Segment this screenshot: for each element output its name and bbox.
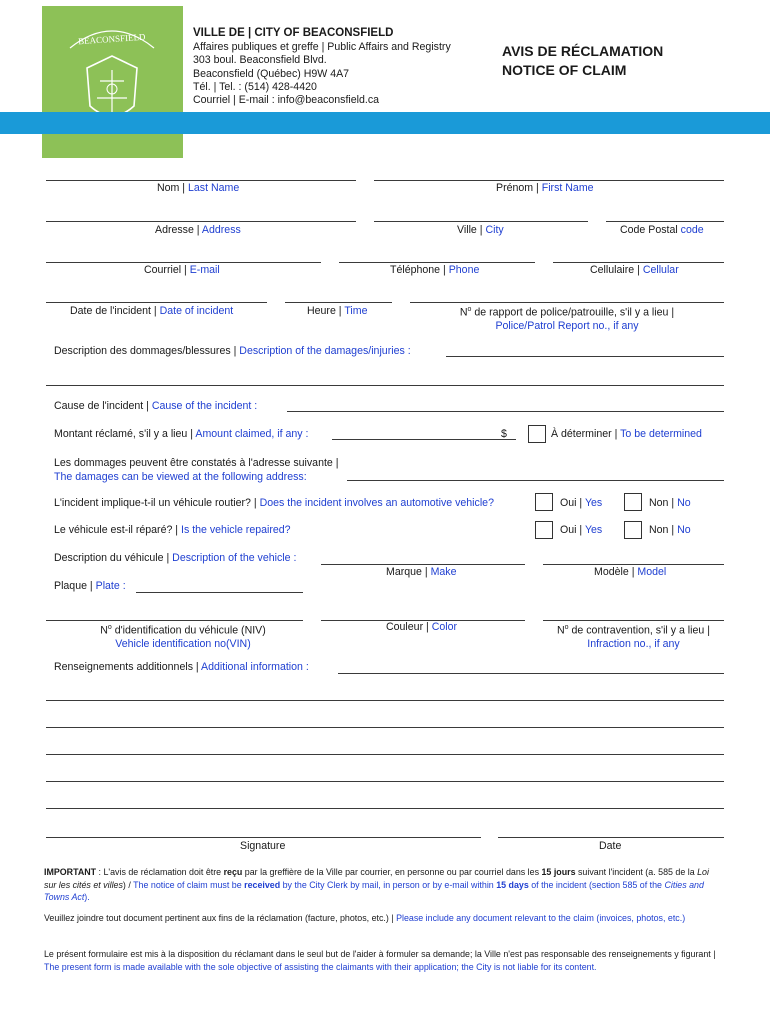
damages-description-label: Description des dommages/blessures | Description of the damages/injuries : [54, 345, 411, 357]
form-title-en: NOTICE OF CLAIM [502, 62, 627, 78]
header-line-4: Tél. | Tel. : (514) 428-4420 [193, 80, 317, 93]
form-title-fr: AVIS DE RÉCLAMATION [502, 43, 664, 59]
cellular-label: Cellulaire | Cellular [590, 264, 679, 276]
last-name-field[interactable] [46, 180, 356, 181]
plate-label: Plaque | Plate : [54, 580, 126, 592]
amount-field[interactable] [332, 439, 516, 440]
additional-info-line-3[interactable] [46, 727, 724, 728]
postal-code-field[interactable] [606, 221, 724, 222]
plate-field[interactable] [136, 592, 303, 593]
additional-info-line-4[interactable] [46, 754, 724, 755]
logo-text: BEACONSFIELD [77, 31, 146, 47]
vehicle-involved-yes-checkbox[interactable] [535, 493, 553, 511]
vehicle-model-field[interactable] [543, 564, 724, 565]
cellular-field[interactable] [553, 262, 724, 263]
address-field[interactable] [46, 221, 356, 222]
incident-date-label: Date de l'incident | Date of incident [70, 305, 234, 317]
first-name-label: Prénom | First Name [496, 182, 594, 194]
city-label: Ville | City [457, 224, 504, 236]
postal-code-label: Code Postal code [620, 224, 704, 236]
first-name-field[interactable] [374, 180, 724, 181]
vehicle-repaired-yes-label: Oui | Yes [560, 524, 603, 536]
vehicle-involved-yes-label: Oui | Yes [560, 497, 603, 509]
to-be-determined-checkbox[interactable] [528, 425, 546, 443]
org-name: VILLE DE | CITY OF BEACONSFIELD [193, 27, 394, 39]
additional-info-label: Renseignements additionnels | Additional information : [54, 661, 309, 673]
incident-time-field[interactable] [285, 302, 392, 303]
vehicle-description-label: Description du véhicule | Description of the vehicle : [54, 552, 297, 564]
infraction-label: $N^o$ de contravention, s'il y a lieu | Infraction no., if any [557, 624, 710, 650]
important-note: IMPORTANT : L'avis de réclamation doit être reçu par la greffière de la Ville par courrier, en personne ou par courriel dans les 15 jours suivant l'incident (a. 585 de la Loi sur les cités et villes) / The notice of claim must be received by the City Clerk by mail, in person or by e-mail within 15 days of the incident (section 585 of the Cities and Towns Act). [44, 867, 709, 903]
header-line-3: Beaconsfield (Québec) H9W 4A7 [193, 67, 350, 80]
to-be-determined-label: À déterminer | To be determined [551, 428, 702, 440]
email-label: Courriel | E-mail [144, 264, 220, 276]
damages-description-field[interactable] [446, 356, 724, 357]
additional-info-line-5[interactable] [46, 781, 724, 782]
attach-documents-note: Veuillez joindre tout document pertinent aux fins de la réclamation (facture, photos, etc.) | Please include any document relevant to the claim (invoices, photos, etc.) [44, 913, 686, 923]
form-title [502, 42, 663, 80]
last-name-label: Nom | Last Name [157, 182, 240, 194]
vehicle-involved-no-checkbox[interactable] [624, 493, 642, 511]
signature-field[interactable] [46, 837, 481, 838]
city-field[interactable] [374, 221, 588, 222]
amount-label: Montant réclamé, s'il y a lieu | Amount claimed, if any : [54, 428, 309, 440]
incident-time-label: Heure | Time [307, 305, 368, 317]
cause-label: Cause de l'incident | Cause of the incident : [54, 400, 258, 412]
header-band [0, 112, 770, 134]
color-label: Couleur | Color [386, 621, 458, 633]
email-field[interactable] [46, 262, 321, 263]
police-report-label: $N^o$ de rapport de police/patrouille, s'il y a lieu | Police/Patrol Report no., if any [459, 306, 675, 332]
incident-date-field[interactable] [46, 302, 267, 303]
signature-label: Signature [240, 840, 286, 852]
vin-label: $N^o$ d'identification du véhicule (NIV) Vehicle identification no(VIN) [100, 624, 266, 650]
coat-of-arms-icon [42, 6, 183, 158]
vehicle-repaired-yes-checkbox[interactable] [535, 521, 553, 539]
vehicle-repaired-no-checkbox[interactable] [624, 521, 642, 539]
phone-label: Téléphone | Phone [390, 264, 480, 276]
header-line-1: Affaires publiques et greffe | Public Affairs and Registry [193, 41, 451, 54]
address-label: Adresse | Address [155, 224, 241, 236]
header-address-block [193, 27, 451, 107]
disclaimer-note: Le présent formulaire est mis à la disposition du réclamant dans le seul but de l'aider à formuler sa demande; la Ville n'est pas responsable des renseignements y figurant | The present form is made available with the sole objective of assisting the claimants with their application; the City is not liable for its content. [44, 949, 716, 972]
vehicle-involved-no-label: Non | No [649, 497, 691, 509]
header-line-5: Courriel | E-mail : info@beaconsfield.ca [193, 94, 380, 107]
vehicle-make-label: Marque | Make [386, 566, 457, 578]
signature-date-label: Date [599, 840, 622, 852]
signature-date-field[interactable] [498, 837, 724, 838]
vehicle-model-label: Modèle | Model [594, 566, 667, 578]
damage-location-label: Les dommages peuvent être constatés à l'adresse suivante | The damages can be viewed at the following address: [54, 457, 339, 483]
additional-info-line-6[interactable] [46, 808, 724, 809]
dollar-sign: $ [501, 428, 507, 440]
header-line-2: 303 boul. Beaconsfield Blvd. [193, 54, 327, 67]
vehicle-repaired-no-label: Non | No [649, 524, 691, 536]
vehicle-repaired-label: Le véhicule est-il réparé? | Is the vehicle repaired? [54, 524, 291, 536]
vehicle-make-field[interactable] [321, 564, 525, 565]
phone-field[interactable] [339, 262, 535, 263]
city-logo [42, 6, 183, 158]
vehicle-involved-label: L'incident implique-t-il un véhicule routier? | Does the incident involves an automotive vehicle? [54, 497, 494, 509]
additional-info-field[interactable] [338, 673, 724, 674]
damage-location-field[interactable] [347, 480, 724, 481]
cause-field[interactable] [287, 411, 724, 412]
additional-info-line-2[interactable] [46, 700, 724, 701]
damages-description-line-2[interactable] [46, 385, 724, 386]
